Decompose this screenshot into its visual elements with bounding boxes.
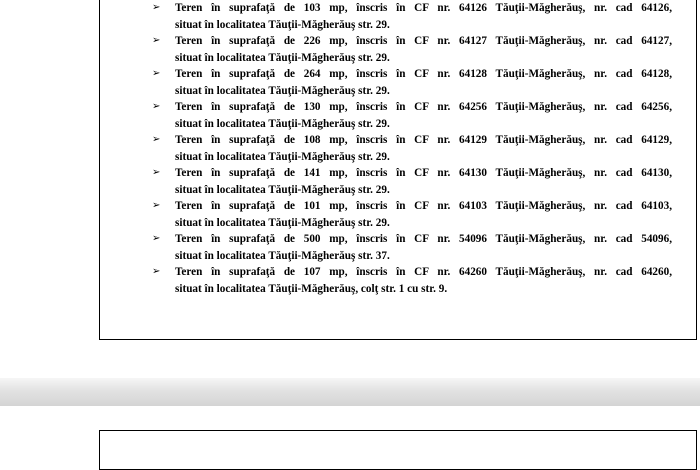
list-item [152, 264, 672, 297]
land-parcel-list [152, 0, 672, 297]
arrow-bullet-icon: ➢ [152, 266, 161, 277]
list-item-line-2: situat în localitatea Tăuţii-Măgherăuş str. 29. [175, 51, 390, 64]
page-separator [0, 378, 700, 406]
list-item [152, 99, 672, 132]
arrow-bullet-icon: ➢ [152, 35, 161, 46]
list-item-line-1: Teren în suprafaţă de 107 mp, înscris în CF nr. 64260 Tăuţii-Măgherăuş, nr. cad 64260, [175, 266, 672, 278]
list-item-line-1: Teren în suprafaţă de 226 mp, înscris în CF nr. 64127 Tăuţii-Măgherăuş, nr. cad 64127, [175, 35, 672, 47]
list-item-line-2: situat în localitatea Tăuţii-Măgherăuş str. 29. [175, 150, 390, 163]
list-item [152, 198, 672, 231]
arrow-bullet-icon: ➢ [152, 200, 161, 211]
list-item-line-2: situat în localitatea Tăuţii-Măgherăuş str. 29. [175, 183, 390, 196]
arrow-bullet-icon: ➢ [152, 233, 161, 244]
list-item-line-1: Teren în suprafaţă de 103 mp, înscris în CF nr. 64126 Tăuţii-Măgherăuş, nr. cad 64126, [175, 2, 672, 14]
list-item [152, 231, 672, 264]
list-item [152, 0, 672, 33]
arrow-bullet-icon: ➢ [152, 101, 161, 112]
arrow-bullet-icon: ➢ [152, 134, 161, 145]
arrow-bullet-icon: ➢ [152, 167, 161, 178]
arrow-bullet-icon: ➢ [152, 68, 161, 79]
list-item-line-1: Teren în suprafaţă de 500 mp, înscris în CF nr. 54096 Tăuţii-Măgherăuş, nr. cad 54096, [175, 233, 672, 245]
list-item-line-2: situat în localitatea Tăuţii-Măgherăuş str. 29. [175, 117, 390, 130]
list-item-line-1: Teren în suprafaţă de 130 mp, înscris în CF nr. 64256 Tăuţii-Măgherăuş, nr. cad 64256, [175, 101, 672, 113]
next-document-page [0, 406, 700, 441]
list-item-line-1: Teren în suprafaţă de 264 mp, înscris în CF nr. 64128 Tăuţii-Măgherăuş, nr. cad 64128, [175, 68, 672, 80]
list-item-line-1: Teren în suprafaţă de 101 mp, înscris în CF nr. 64103 Tăuţii-Măgherăuş, nr. cad 64103, [175, 200, 672, 212]
next-page-text-box [99, 430, 697, 470]
list-item-line-2: situat în localitatea Tăuţii-Măgherăuş str. 29. [175, 18, 390, 31]
list-item [152, 33, 672, 66]
list-item-line-2: situat în localitatea Tăuţii-Măgherăuş, colţ str. 1 cu str. 9. [175, 282, 448, 295]
list-item-line-2: situat în localitatea Tăuţii-Măgherăuş str. 37. [175, 249, 390, 262]
list-item [152, 165, 672, 198]
list-item-line-2: situat în localitatea Tăuţii-Măgherăuş str. 29. [175, 216, 390, 229]
list-item-line-1: Teren în suprafaţă de 108 mp, înscris în CF nr. 64129 Tăuţii-Măgherăuş, nr. cad 64129, [175, 134, 672, 146]
list-item [152, 132, 672, 165]
list-item-line-2: situat în localitatea Tăuţii-Măgherăuş str. 29. [175, 84, 390, 97]
list-item-line-1: Teren în suprafaţă de 141 mp, înscris în CF nr. 64130 Tăuţii-Măgherăuş, nr. cad 64130, [175, 167, 672, 179]
arrow-bullet-icon: ➢ [152, 2, 161, 13]
list-item [152, 66, 672, 99]
